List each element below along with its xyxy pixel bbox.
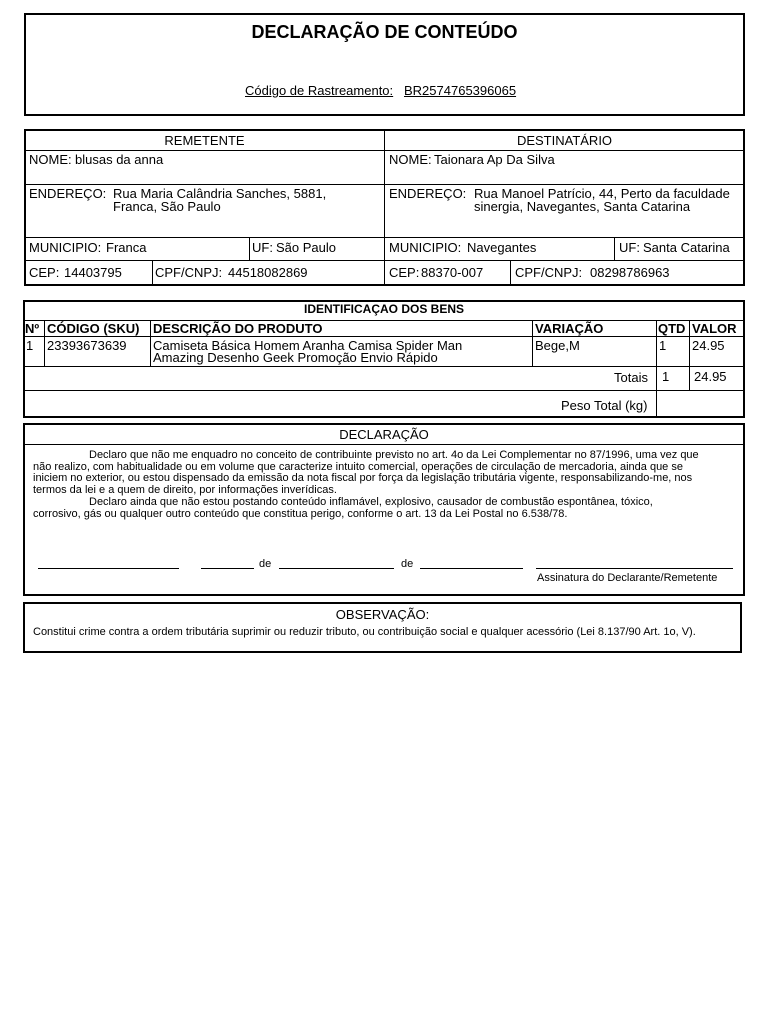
- sender-uf: São Paulo: [276, 240, 336, 255]
- totals-label: Totais: [614, 370, 648, 385]
- signature-label: Assinatura do Declarante/Remetente: [537, 572, 718, 584]
- row-qty: 1: [659, 338, 667, 353]
- observation-heading: OBSERVAÇÃO:: [335, 607, 430, 622]
- declaration-text: iniciem no exterior, ou estou dispensado da emissão da nota fiscal por força da legislação tributária vigente, responsabilizando-me, nos: [33, 472, 693, 484]
- col-header-value: VALOR: [692, 321, 737, 336]
- totals-value: 24.95: [694, 369, 727, 384]
- recipient-doc: 08298786963: [590, 265, 670, 280]
- goods-heading: IDENTIFICAÇAO DOS BENS: [303, 302, 464, 316]
- sender-doc-label: CPF/CNPJ:: [155, 265, 223, 280]
- de-label-1: de: [259, 558, 272, 570]
- document-title: DECLARAÇÃO DE CONTEÚDO: [251, 22, 518, 42]
- totals-qty: 1: [662, 369, 670, 384]
- col-header-sku: CÓDIGO (SKU): [47, 321, 140, 336]
- sender-uf-label: UF:: [252, 240, 273, 255]
- declaration-text: não realizo, com habitualidade ou em volume que caracterize intuito comercial, operações de circulação de mercadoria, ainda que se: [33, 461, 683, 473]
- recipient-cep: 88370-007: [421, 265, 484, 280]
- col-header-variation: VARIAÇÃO: [535, 321, 604, 336]
- goods-divider: [532, 321, 533, 366]
- sender-city-label: MUNICIPIO:: [29, 240, 102, 255]
- recipient-address-line1: Rua Manoel Patrício, 44, Perto da faculdade: [474, 186, 730, 201]
- recipient-name: Taionara Ap Da Silva: [434, 152, 555, 167]
- recipient-uf-label: UF:: [619, 240, 640, 255]
- declaration-rule: [24, 444, 744, 445]
- recipient-heading: DESTINATÁRIO: [516, 133, 613, 148]
- sender-heading: REMETENTE: [164, 133, 245, 148]
- recipient-name-label: NOME:: [389, 152, 432, 167]
- signature-line: [536, 568, 733, 569]
- declaration-text: termos da lei e a quem de direito, por informações inverídicas.: [33, 484, 337, 496]
- goods-divider: [150, 321, 151, 366]
- sender-doc: 44518082869: [228, 265, 308, 280]
- sender-address-label: ENDEREÇO:: [29, 186, 107, 201]
- row-variation: Bege,M: [535, 338, 580, 353]
- goods-rule: [24, 366, 744, 367]
- sender-cep-label: CEP:: [29, 265, 60, 280]
- sender-cep: 14403795: [64, 265, 122, 280]
- recipient-address-label: ENDEREÇO:: [389, 186, 467, 201]
- weight-label: Peso Total (kg): [561, 398, 648, 413]
- parties-divider: [249, 238, 250, 260]
- goods-rule: [24, 390, 744, 391]
- month-line: [279, 568, 394, 569]
- year-line: [420, 568, 523, 569]
- row-sku: 23393673639: [47, 338, 127, 353]
- recipient-address-line2: sinergia, Navegantes, Santa Catarina: [474, 199, 691, 214]
- recipient-city: Navegantes: [467, 240, 537, 255]
- recipient-uf: Santa Catarina: [643, 240, 730, 255]
- sender-address-line2: Franca, São Paulo: [113, 199, 221, 214]
- row-description-line1: Camiseta Básica Homem Aranha Camisa Spider Man: [153, 338, 463, 353]
- parties-divider: [384, 130, 385, 285]
- place-line: [38, 568, 179, 569]
- parties-divider: [152, 261, 153, 285]
- declaration-text: Declaro ainda que não estou postando conteúdo inflamável, explosivo, causador de combustão espontânea, tóxico,: [89, 496, 653, 508]
- observation-text: Constitui crime contra a ordem tributária suprimir ou reduzir tributo, ou contribuição social e qualquer acessório (Lei 8.137/90 Art. 1o, V).: [33, 626, 696, 638]
- sender-address-line1: Rua Maria Calândria Sanches, 5881,: [113, 186, 327, 201]
- col-header-qty: QTD: [658, 321, 686, 336]
- row-description-line2: Amazing Desenho Geek Promoção Envio Rápido: [153, 350, 438, 365]
- de-label-2: de: [401, 558, 414, 570]
- goods-divider: [44, 321, 45, 366]
- day-line: [201, 568, 254, 569]
- parties-divider: [614, 238, 615, 260]
- sender-name: blusas da anna: [75, 152, 164, 167]
- tracking-label: Código de Rastreamento:: [245, 83, 394, 98]
- declaration-text: corrosivo, gás ou qualquer outro conteúdo que constitua perigo, conforme o art. 13 da Lei Postal no 6.538/78.: [33, 508, 568, 520]
- sender-city: Franca: [106, 240, 147, 255]
- goods-divider: [656, 321, 657, 417]
- tracking-code: BR2574765396065: [404, 83, 517, 98]
- recipient-cep-label: CEP:: [389, 265, 420, 280]
- goods-rule: [24, 336, 744, 337]
- col-header-n: Nº: [25, 321, 40, 336]
- recipient-doc-label: CPF/CNPJ:: [515, 265, 583, 280]
- sender-name-label: NOME:: [29, 152, 72, 167]
- row-n: 1: [26, 338, 34, 353]
- declaration-heading: DECLARAÇÃO: [339, 427, 429, 442]
- recipient-city-label: MUNICIPIO:: [389, 240, 462, 255]
- declaration-text: Declaro que não me enquadro no conceito de contribuinte previsto no art. 4o da Lei Complementar no 87/1996, uma vez que: [89, 449, 699, 461]
- col-header-description: DESCRIÇÃO DO PRODUTO: [153, 321, 323, 336]
- parties-divider: [510, 261, 511, 285]
- row-value: 24.95: [692, 338, 725, 353]
- goods-divider: [689, 321, 690, 390]
